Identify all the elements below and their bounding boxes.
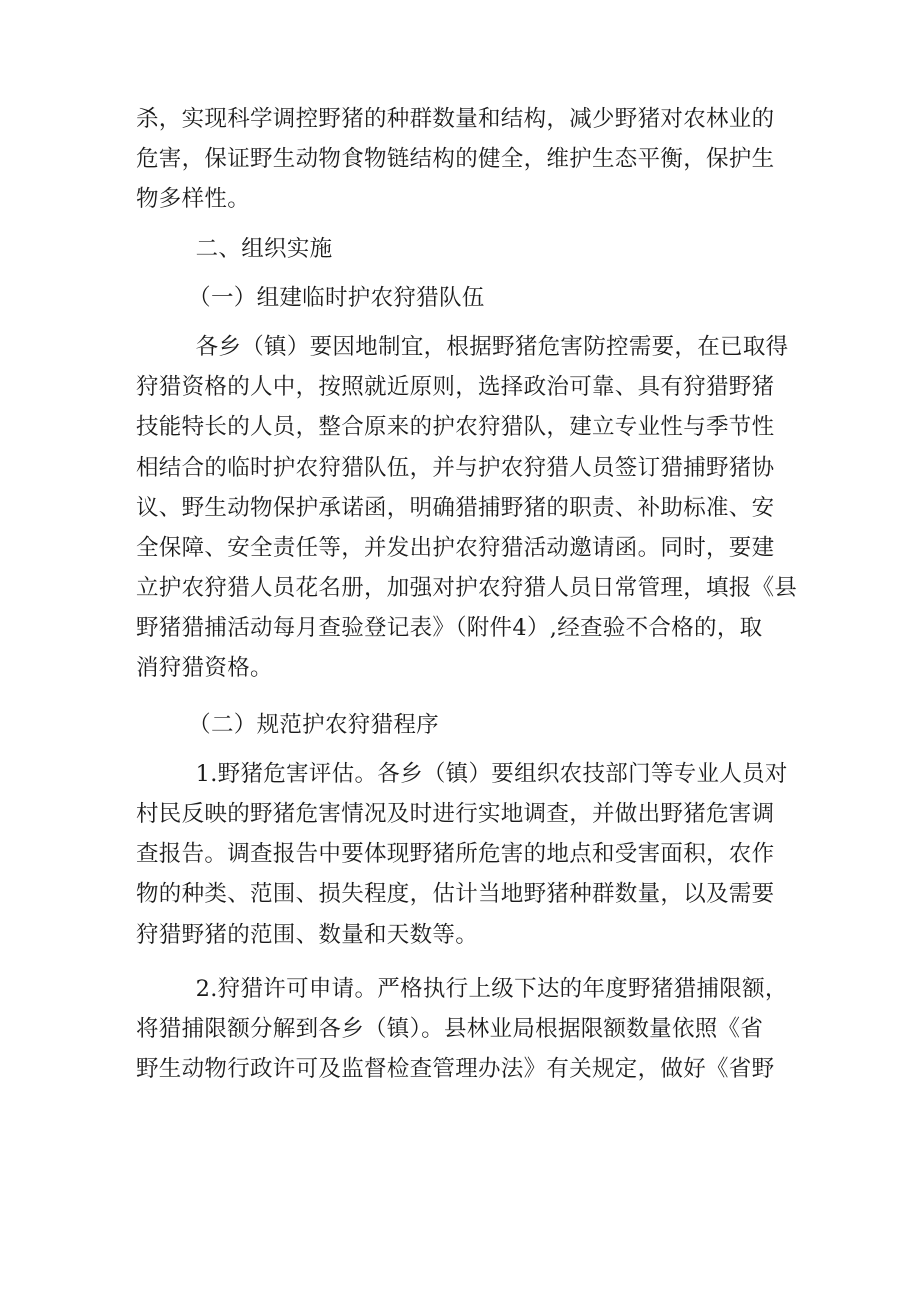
paragraph-team-formation [136, 327, 796, 689]
text-line: 物的种类、范围、损失程度，估计当地野猪种群数量，以及需要 [136, 881, 775, 908]
text-line: 议、野生动物保护承诺函，明确猎捕野猪的职责、补助标准、安 [136, 494, 775, 521]
subsection-heading-1 [136, 278, 796, 318]
text-line: 立护农狩猎人员花名册，加强对护农狩猎人员日常管理，填报《县 [136, 575, 798, 602]
text-line: 2.狩猎许可申请。严格执行上级下达的年度野猪猎捕限额， [136, 975, 788, 1002]
text-line: 查报告。调查报告中要体现野猪所危害的地点和受害面积，农作 [136, 841, 775, 868]
text-line: 相结合的临时护农狩猎队伍，并与护农狩猎人员签订猎捕野猪协 [136, 454, 775, 481]
paragraph-damage-assessment [136, 754, 796, 955]
heading-line: （一）组建临时护农狩猎队伍 [136, 284, 485, 311]
text-line: 技能特长的人员，整合原来的护农狩猎队，建立专业性与季节性 [136, 414, 775, 441]
document-body [136, 99, 796, 1089]
paragraph-hunting-permit [136, 969, 796, 1090]
text-line: 危害，保证野生动物食物链结构的健全，维护生态平衡，保护生 [136, 146, 775, 173]
text-line: 全保障、安全责任等，并发出护农狩猎活动邀请函。同时，要建 [136, 534, 775, 561]
text-line: 狩猎资格的人中，按照就近原则，选择政治可靠、具有狩猎野猪 [136, 374, 775, 401]
subsection-heading-2 [136, 705, 796, 745]
text-line: 将猎捕限额分解到各乡（镇）。县林业局根据限额数量依照《省 [136, 1015, 764, 1042]
text-line: 各乡（镇）要因地制宜，根据野猪危害防控需要，在已取得 [136, 333, 789, 360]
text-line: 1.野猪危害评估。各乡（镇）要组织农技部门等专业人员对 [136, 760, 788, 787]
text-line: 杀，实现科学调控野猪的种群数量和结构，减少野猪对农林业的 [136, 106, 775, 132]
text-line: 狩猎野猪的范围、数量和天数等。 [136, 921, 479, 948]
heading-line: 二、组织实施 [136, 235, 333, 262]
text-line: 野生动物行政许可及监督检查管理办法》有关规定，做好《省野 [136, 1056, 775, 1083]
text-line: 野猪猎捕活动每月查验登记表》（附件4）,经查验不合格的，取 [136, 615, 763, 642]
text-line: 村民反映的野猪危害情况及时进行实地调查，并做出野猪危害调 [136, 801, 775, 827]
text-line: 物多样性。 [136, 186, 251, 213]
paragraph-intro-continuation [136, 99, 796, 220]
section-heading-organization [136, 229, 796, 269]
text-line: 消狩猎资格。 [136, 655, 273, 682]
heading-line: （二）规范护农狩猎程序 [136, 711, 439, 738]
